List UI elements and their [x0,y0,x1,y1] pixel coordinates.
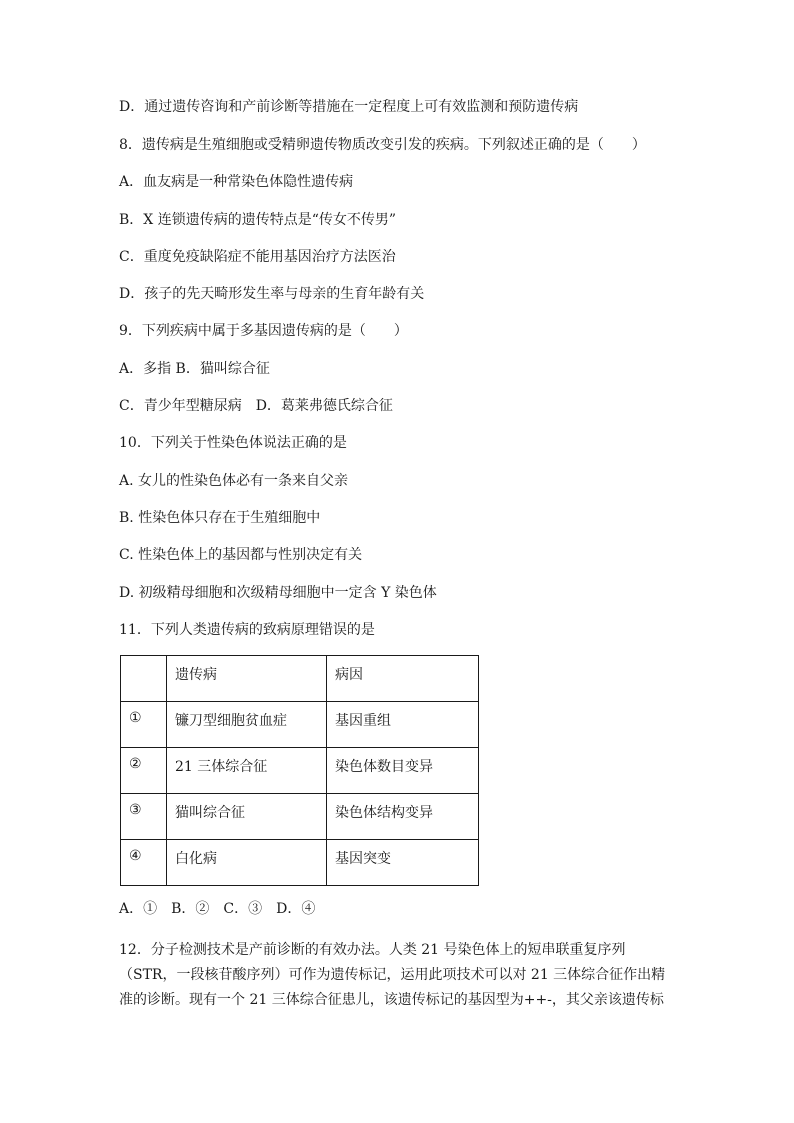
q10-option-c: C. 性染色体上的基因都与性别决定有关 [119,547,363,563]
q8-option-b: B．X 连锁遗传病的遗传特点是“传女不传男” [119,212,397,228]
table-cell: 染色体数目变异 [327,748,479,794]
table-cell: ① [121,702,167,748]
q8-option-a: A．血友病是一种常染色体隐性遗传病 [119,174,354,190]
q12-stem [119,938,679,1013]
q10-option-d: D. 初级精母细胞和次级精母细胞中一定含 Y 染色体 [119,585,437,601]
table-header-cell [121,656,167,702]
q10-option-a: A. 女儿的性染色体必有一条来自父亲 [119,473,349,489]
table-cell: 21 三体综合征 [167,748,327,794]
q10-stem: 10．下列关于性染色体说法正确的是 [119,435,347,451]
q12-line-3: 准的诊断。现有一个 21 三体综合征患儿，该遗传标记的基因型为++-，其父亲该遗传标 [119,992,664,1008]
table-header-cell: 遗传病 [167,656,327,702]
q8-option-d: D．孩子的先天畸形发生率与母亲的生育年龄有关 [119,286,425,302]
q11-options: A．① B．② C．③ D．④ [119,901,316,917]
q9-options-cd: C．青少年型糖尿病 D．葛莱弗德氏综合征 [119,398,393,414]
table-row [121,840,479,886]
table-cell: ② [121,748,167,794]
q8-stem: 8．遗传病是生殖细胞或受精卵遗传物质改变引发的疾病。下列叙述正确的是（ ） [119,137,646,153]
table-row [121,702,479,748]
table-cell: 基因突变 [327,840,479,886]
table-row [121,794,479,840]
q7-option-d: D．通过遗传咨询和产前诊断等措施在一定程度上可有效监测和预防遗传病 [119,99,579,115]
genetic-disease-table [120,655,479,886]
q10-option-b: B. 性染色体只存在于生殖细胞中 [119,510,321,526]
table-row [121,748,479,794]
q9-stem: 9．下列疾病中属于多基因遗传病的是（ ） [119,323,408,339]
table-header-row [121,656,479,702]
q11-stem: 11．下列人类遗传病的致病原理错误的是 [119,622,375,638]
table-cell: 白化病 [167,840,327,886]
q9-options-ab: A．多指 B．猫叫综合征 [119,361,270,377]
q12-line-1: 12．分子检测技术是产前诊断的有效办法。人类 21 号染色体上的短串联重复序列 [119,942,626,958]
table-cell: 镰刀型细胞贫血症 [167,702,327,748]
table-cell: 染色体结构变异 [327,794,479,840]
table-cell: ④ [121,840,167,886]
table-cell: ③ [121,794,167,840]
table-header-cell: 病因 [327,656,479,702]
q8-option-c: C．重度免疫缺陷症不能用基因治疗方法医治 [119,249,396,265]
q12-line-2: （STR，一段核苷酸序列）可作为遗传标记，运用此项技术可以对 21 三体综合征作出精 [119,967,666,983]
table-cell: 猫叫综合征 [167,794,327,840]
table-cell: 基因重组 [327,702,479,748]
